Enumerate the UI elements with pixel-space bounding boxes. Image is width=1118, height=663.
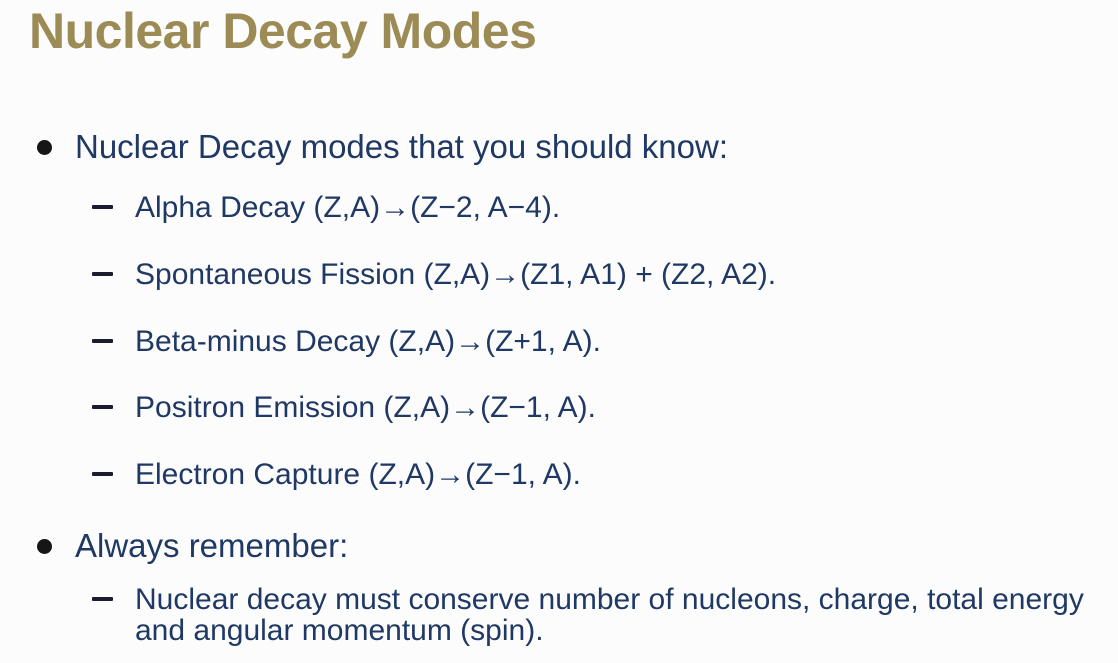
- sub-bullet-text: Nuclear decay must conserve number of nucleons, charge, total energy and angular momentum (spin).: [135, 583, 1084, 647]
- dash-bullet-icon: [92, 339, 113, 343]
- sub-bullet-text: Electron Capture (Z,A)→(Z−1, A).: [135, 458, 581, 491]
- dash-bullet-icon: [92, 405, 113, 409]
- dash-bullet-icon: [92, 472, 113, 476]
- sub-bullet-item: [0, 392, 1118, 423]
- sub-bullet-text: Alpha Decay (Z,A)→(Z−2, A−4).: [135, 191, 561, 224]
- bullet-item: [0, 526, 1118, 566]
- sub-bullet-text: Beta-minus Decay (Z,A)→(Z+1, A).: [135, 325, 601, 358]
- bullet-dot-icon: [37, 539, 52, 554]
- sub-bullet-item: [0, 459, 1118, 490]
- sub-bullet-text: Spontaneous Fission (Z,A)→(Z1, A1) + (Z2, A2).: [135, 258, 777, 291]
- sub-bullet-item: [0, 192, 1118, 223]
- dash-bullet-icon: [92, 597, 113, 601]
- sub-bullet-item: [0, 584, 1118, 646]
- slide-title: Nuclear Decay Modes: [29, 3, 537, 59]
- sub-bullet-text: Positron Emission (Z,A)→(Z−1, A).: [135, 391, 596, 424]
- dash-bullet-icon: [92, 205, 113, 209]
- bullet-item: [0, 127, 1118, 167]
- bullet-dot-icon: [37, 140, 52, 155]
- bullet-text: Always remember:: [75, 527, 349, 564]
- bullet-text: Nuclear Decay modes that you should know:: [75, 128, 729, 165]
- dash-bullet-icon: [92, 272, 113, 276]
- sub-bullet-item: [0, 259, 1118, 290]
- sub-bullet-item: [0, 326, 1118, 357]
